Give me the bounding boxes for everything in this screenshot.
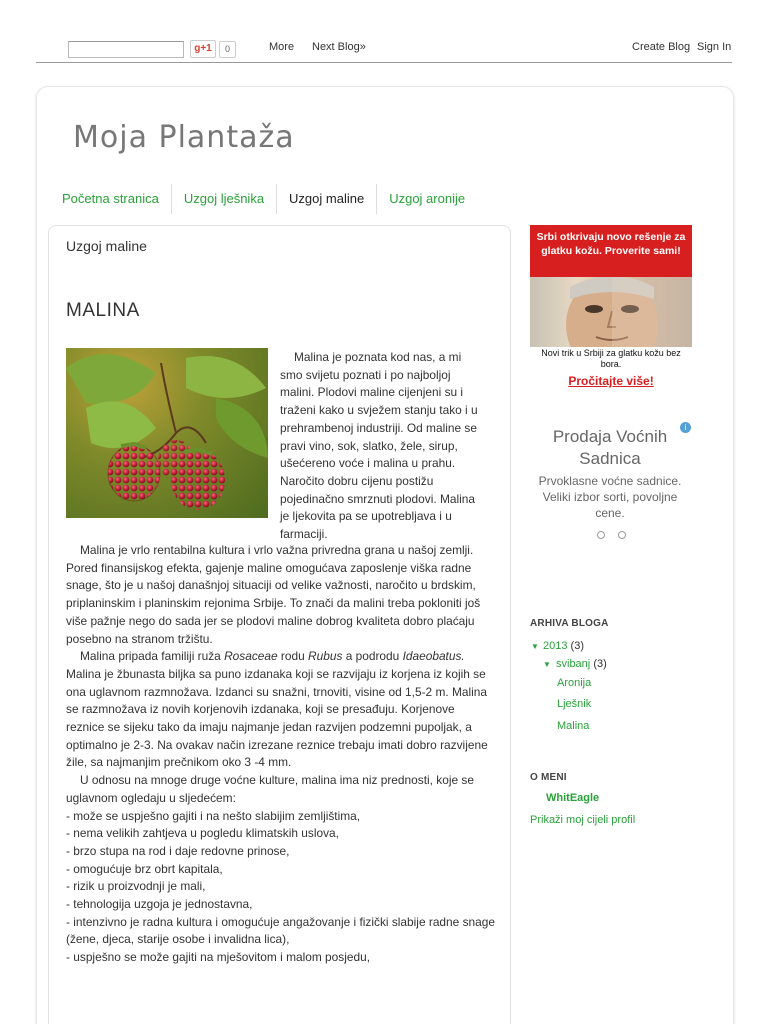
list-item: - nema velikih zahtjeva u pogledu klimatskih uslova,	[66, 826, 339, 841]
sign-in-link[interactable]: Sign In	[697, 41, 732, 53]
ad-pager-dot[interactable]	[597, 531, 605, 539]
blog-title[interactable]: Moja Plantaža	[73, 120, 295, 155]
archive-heading: ARHIVA BLOGA	[530, 618, 609, 629]
list-item: - može se uspješno gajiti i na nešto slabijim zemljištima,	[66, 808, 361, 823]
ad-caption: Novi trik u Srbiji za glatku kožu bez bora.	[541, 348, 681, 369]
raspberry-photo	[66, 348, 268, 518]
expand-triangle-icon[interactable]: ▼	[543, 660, 551, 669]
post-body	[66, 542, 496, 967]
post-paragraph	[66, 648, 496, 772]
text-span: Malina je žbunasta biljka sa puno izdanaka koji se razvijaju iz korjena iz kojih se ona uglavnom razmnožava. Izdanci su snažni, trnoviti, visine od 1,5-2 m. Malina se razmnožava iz novih korjenovih izdanaka, koji se presađuju. Korjenove reznice se sijeku tako da imaju najmanje jedan razvijen podzemni pupoljak, a optimalno je 2-3. Na ovakav način izrezane reznice trebaju imati dobro razvijene žile, sa najmanjim prečnikom oko 3 -4 mm.	[66, 666, 488, 770]
gplus-count: 0	[219, 41, 236, 58]
ad-headline: Srbi otkrivaju novo rešenje za glatku kožu. Proverite sami!	[530, 225, 692, 277]
about-heading: O MENI	[530, 772, 567, 783]
archive-post-link[interactable]: Lješnik	[557, 698, 592, 710]
list-item: - intenzivno je radna kultura i omogućuje angažovanje i fizički slabije radne snage (žene, djeca, starije osobe i invalidna lica),	[66, 914, 495, 947]
ad-read-more-link[interactable]: Pročitajte više!	[568, 374, 654, 388]
archive-month-label[interactable]: svibanj	[556, 658, 591, 670]
page-title: Uzgoj maline	[66, 238, 147, 254]
post-intro-paragraph: Malina je poznata kod nas, a mi smo svijetu poznati i po najboljoj malini. Plodovi maline cijenjeni su i traženi kako u svježem stanju tako i u prehrambenoj industriji. Od maline se pravi vino, sok, slatko, želе, sirup, ušećereno voće i malina u prahu. Naročito dobru cijenu postižu pojedinačno smrznuti plodovi. Malina je ljekovita pa se upotrebljava i u farmaciji.	[280, 350, 478, 542]
list-item: - tehnologija uzgoja je jednostavna,	[66, 897, 253, 912]
archive-year-label[interactable]: 2013	[543, 640, 568, 652]
more-link[interactable]: More	[269, 41, 295, 53]
archive-year[interactable]	[543, 640, 584, 652]
archive-post-link[interactable]: Malina	[557, 720, 590, 732]
navbar-search-input[interactable]	[68, 41, 184, 58]
blogger-navbar	[0, 0, 768, 64]
list-item: - brzo stupa na rod i daje redovne prinose,	[66, 843, 290, 858]
expand-triangle-icon[interactable]: ▼	[531, 642, 539, 651]
post-heading: MALINA	[66, 300, 140, 321]
adchoices-icon[interactable]: i	[680, 422, 691, 433]
list-item: - omogućuje brz obrt kapitala,	[66, 861, 223, 876]
tab-uzgoj-aronije[interactable]: Uzgoj aronije	[389, 191, 466, 206]
text-span: Malina pripada familiji ruža	[80, 649, 225, 664]
sidebar-ad-banner[interactable]	[530, 225, 692, 391]
text-ad-title[interactable]: Prodaja Voćnih Sadnica	[552, 427, 668, 468]
next-blog-link[interactable]: Next Blog»	[312, 41, 366, 53]
list-item: - uspješno se može gajiti na mješovitom i malom posjedu,	[66, 950, 371, 965]
list-item: - rizik u proizvodnji je mali,	[66, 879, 206, 894]
create-blog-link[interactable]: Create Blog	[632, 41, 691, 53]
profile-link[interactable]: Prikaži moj cijeli profil	[530, 814, 636, 826]
post-paragraph: U odnosu na mnoge druge voćne kulture, malina ima niz prednosti, koje se uglavnom ogledaju u sljedećem:	[66, 773, 474, 805]
archive-count: (3)	[593, 658, 607, 670]
tab-uzgoj-maline[interactable]: Uzgoj maline	[277, 184, 377, 214]
gplus-button[interactable]: g+1	[190, 40, 216, 58]
page-tabs	[50, 184, 477, 214]
navbar-divider	[36, 62, 732, 63]
tab-uzgoj-ljesnika[interactable]: Uzgoj lješnika	[172, 184, 277, 214]
text-span: rodu	[277, 649, 309, 664]
latin-term: Idaeobatus.	[402, 649, 465, 664]
archive-count: (3)	[570, 640, 584, 652]
ad-pager-dot[interactable]	[618, 531, 626, 539]
text-span: a podrodu	[342, 649, 403, 664]
tab-pocetna[interactable]: Početna stranica	[50, 184, 172, 214]
latin-term: Rubus	[308, 649, 343, 664]
text-ad-body: Prvoklasne voćne sadnice. Veliki izbor sorti, povoljne cene.	[538, 474, 682, 520]
archive-month[interactable]	[556, 658, 607, 670]
post-paragraph: Malina je vrlo rentabilna kultura i vrlo važna privredna grana u našoj zemlji. Pored finansijskog efekta, gajenje maline omogućava zaposlenje viška radne snage, što je u našoj današnjoj situaciji od velike važnosti, naročito u brdskim, priplaninskim i planinskim rejonima Srbije. To znači da malini treba pokloniti još više pažnje nego do sada jer se plodovi maline dobrog kvaliteta dobro plaćaju posebno na stranom tržištu.	[66, 543, 481, 646]
latin-term: Rosaceae	[224, 649, 278, 664]
ad-face-image	[530, 277, 692, 347]
author-name-link[interactable]: WhitEagle	[546, 792, 600, 804]
archive-post-link[interactable]: Aronija	[557, 677, 592, 689]
raspberry-illustration	[66, 348, 268, 518]
face-illustration	[530, 277, 692, 347]
